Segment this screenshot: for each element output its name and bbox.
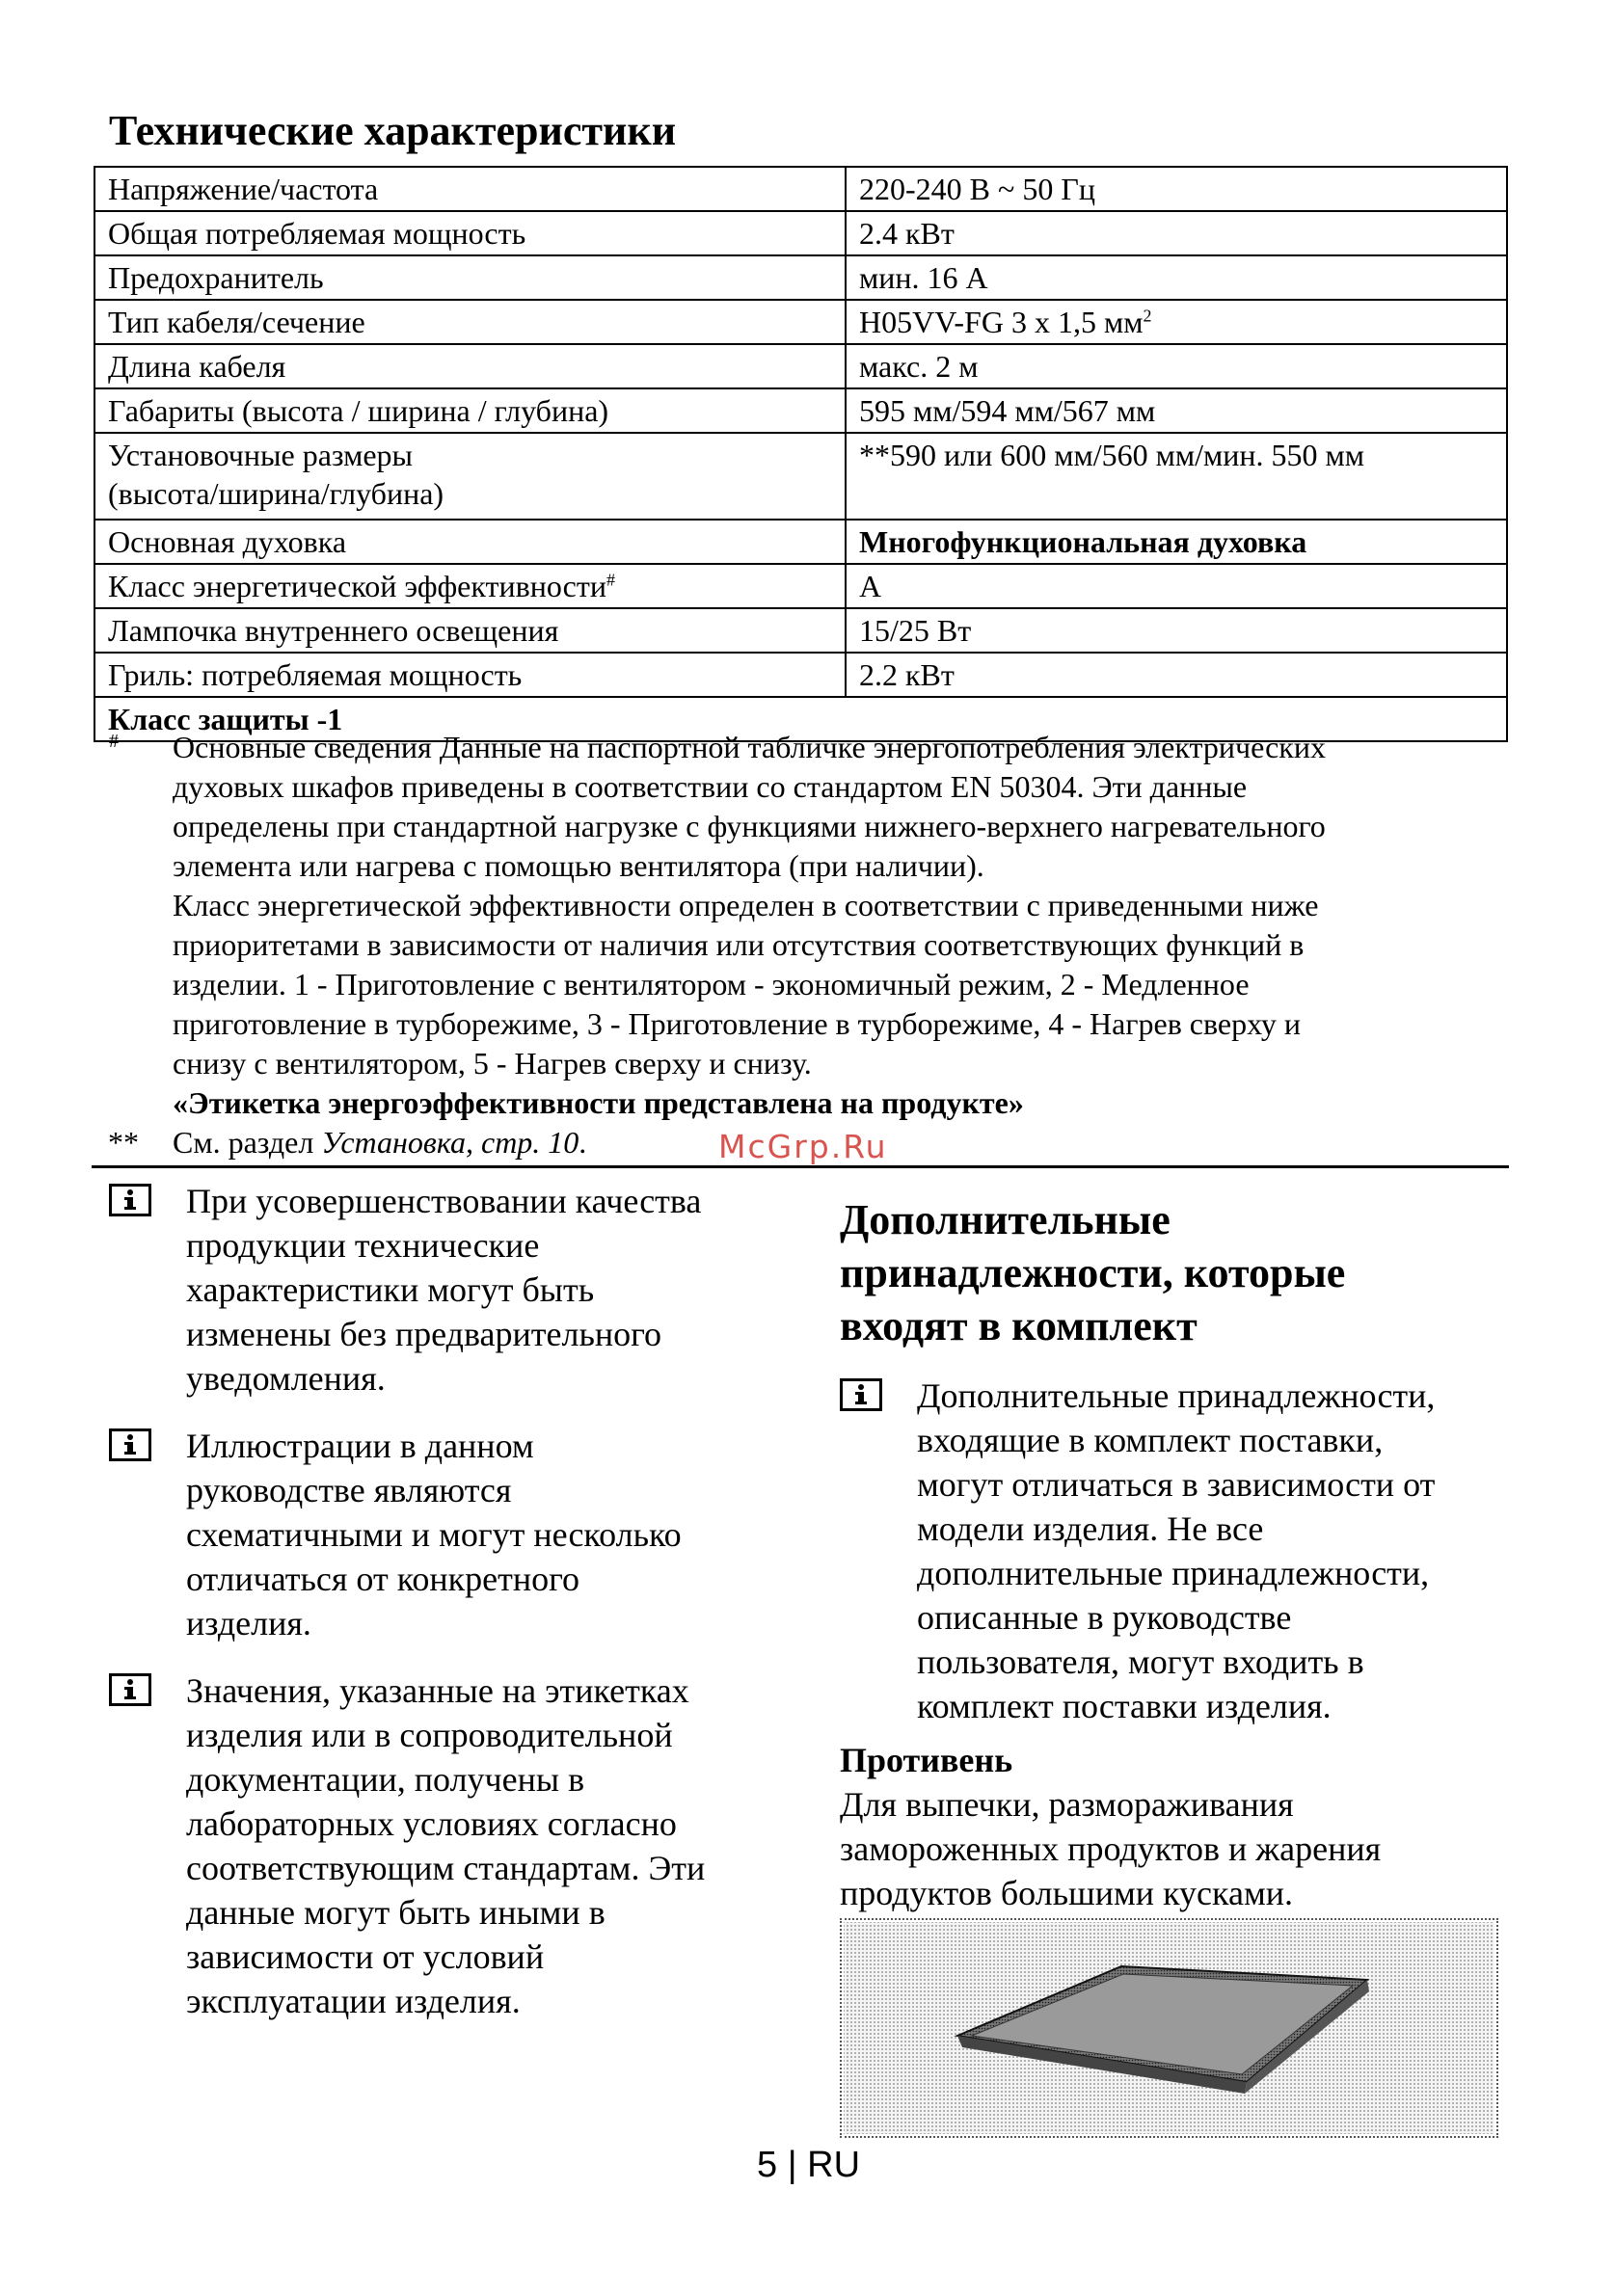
spec-value: A bbox=[846, 564, 1507, 608]
info-icon bbox=[109, 1184, 151, 1216]
footnote-line: духовых шкафов приведены в соответствии со стандартом EN 50304. Эти данные bbox=[173, 769, 1248, 804]
note-line: соответствующим стандартам. Эти bbox=[186, 1849, 706, 1887]
right-column bbox=[840, 1193, 1515, 1915]
spec-value: макс. 2 м bbox=[846, 344, 1507, 388]
note-line: могут отличаться в зависимости от bbox=[917, 1465, 1436, 1504]
page-number-value: 5 bbox=[757, 2145, 778, 2185]
spec-value: 2.2 кВт bbox=[846, 653, 1507, 697]
note-line: изменены без предварительного bbox=[186, 1315, 661, 1353]
note-line: продукции технические bbox=[186, 1226, 540, 1265]
table-row bbox=[94, 564, 1507, 608]
spec-value: 2.4 кВт bbox=[846, 211, 1507, 255]
energy-label-note: «Этикетка энергоэффективности представлена на продукте» bbox=[173, 1085, 1024, 1120]
divider bbox=[92, 1165, 1509, 1168]
note-line: входящие в комплект поставки, bbox=[917, 1421, 1384, 1459]
info-note bbox=[94, 1669, 788, 2023]
spec-label: Основная духовка bbox=[94, 520, 846, 564]
tray-description-line: замороженных продуктов и жарения bbox=[840, 1829, 1382, 1868]
table-row bbox=[94, 300, 1507, 344]
spec-value: 15/25 Вт bbox=[846, 608, 1507, 653]
spec-label bbox=[94, 433, 846, 520]
tray-description-line: Для выпечки, размораживания bbox=[840, 1785, 1294, 1824]
note-line: документации, получены в bbox=[186, 1760, 585, 1799]
baking-tray-image bbox=[842, 1920, 1496, 2136]
tray-illustration bbox=[840, 1918, 1498, 2138]
page-title: Технические характеристики bbox=[109, 107, 677, 154]
footnote-text: См. раздел bbox=[173, 1125, 322, 1160]
note-line: модели изделия. Не все bbox=[917, 1509, 1264, 1548]
table-row bbox=[94, 255, 1507, 300]
note-line: лабораторных условиях согласно bbox=[186, 1804, 677, 1843]
note-line: Значения, указанные на этикетках bbox=[186, 1671, 689, 1710]
footnote-hash bbox=[94, 728, 1501, 1123]
note-line: Иллюстрации в данном bbox=[186, 1427, 534, 1465]
heading-line: Дополнительные bbox=[840, 1196, 1171, 1243]
tray-description-line: продуктов большими кусками. bbox=[840, 1874, 1294, 1912]
page-number bbox=[757, 2145, 860, 2186]
spec-label: Класс защиты -1 bbox=[94, 697, 1507, 741]
specs-table bbox=[94, 166, 1508, 742]
footnote-line: Основные сведения Данные на паспортной табличке энергопотребления электрических bbox=[173, 730, 1326, 764]
note-line: эксплуатации изделия. bbox=[186, 1982, 521, 2020]
note-line: описанные в руководстве bbox=[917, 1598, 1292, 1637]
spec-value: 595 мм/594 мм/567 мм bbox=[846, 388, 1507, 433]
watermark: McGrp.Ru bbox=[718, 1128, 888, 1165]
info-icon bbox=[109, 1428, 151, 1461]
heading-line: входят в комплект bbox=[840, 1302, 1198, 1349]
note-line: руководстве являются bbox=[186, 1471, 512, 1509]
table-row bbox=[94, 433, 1507, 520]
spec-label: Габариты (высота / ширина / глубина) bbox=[94, 388, 846, 433]
spec-label: Напряжение/частота bbox=[94, 167, 846, 211]
page-separator: | bbox=[787, 2145, 797, 2185]
spec-label: Длина кабеля bbox=[94, 344, 846, 388]
spec-value-text: H05VV-FG 3 x 1,5 мм bbox=[859, 305, 1144, 339]
footnote-line: изделии. 1 - Приготовление с вентилятором - экономичный режим, 2 - Медленное bbox=[173, 967, 1250, 1001]
tray-title: Противень bbox=[840, 1741, 1013, 1779]
heading-line: принадлежности, которые bbox=[840, 1249, 1346, 1296]
footnote-mark: # bbox=[109, 731, 119, 752]
spec-label-text: Класс энергетической эффективности bbox=[108, 569, 606, 603]
note-line: характеристики могут быть bbox=[186, 1270, 595, 1309]
info-icon bbox=[840, 1378, 882, 1411]
footnote-line: определены при стандартной нагрузке с функциями нижнего-верхнего нагревательного bbox=[173, 809, 1326, 843]
page-language: RU bbox=[807, 2145, 861, 2185]
footnote-line: элемента или нагрева с помощью вентилятора (при наличии). bbox=[173, 848, 984, 883]
spec-label bbox=[94, 564, 846, 608]
accessories-heading bbox=[840, 1193, 1515, 1352]
table-row bbox=[94, 520, 1507, 564]
spec-value: **590 или 600 мм/560 мм/мин. 550 мм bbox=[846, 433, 1507, 520]
table-row bbox=[94, 211, 1507, 255]
note-line: схематичными и могут несколько bbox=[186, 1515, 682, 1554]
superscript: 2 bbox=[1143, 306, 1152, 326]
info-icon bbox=[109, 1673, 151, 1706]
spec-value: мин. 16 А bbox=[846, 255, 1507, 300]
table-row bbox=[94, 344, 1507, 388]
installation-reference: Установка, стр. 10 bbox=[321, 1125, 579, 1160]
footnotes bbox=[94, 728, 1501, 1162]
note-line: комплект поставки изделия. bbox=[917, 1687, 1332, 1725]
note-line: изделия или в сопроводительной bbox=[186, 1716, 673, 1754]
note-line: При усовершенствовании качества bbox=[186, 1182, 702, 1220]
spec-label-line: (высота/ширина/глубина) bbox=[108, 476, 444, 511]
footnote-line: приготовление в турборежиме, 3 - Приготовление в турборежиме, 4 - Нагрев сверху и bbox=[173, 1006, 1302, 1041]
table-row bbox=[94, 608, 1507, 653]
note-line: пользователя, могут входить в bbox=[917, 1642, 1364, 1681]
info-note bbox=[840, 1374, 1515, 1728]
note-line: данные могут быть иными в bbox=[186, 1893, 606, 1932]
note-line: отличаться от конкретного bbox=[186, 1560, 579, 1598]
spec-label: Гриль: потребляемая мощность bbox=[94, 653, 846, 697]
table-row bbox=[94, 388, 1507, 433]
spec-label: Лампочка внутреннего освещения bbox=[94, 608, 846, 653]
spec-label: Общая потребляемая мощность bbox=[94, 211, 846, 255]
note-line: изделия. bbox=[186, 1604, 311, 1642]
note-line: зависимости от условий bbox=[186, 1937, 545, 1976]
spec-label-line: Установочные размеры bbox=[108, 438, 414, 472]
table-row bbox=[94, 653, 1507, 697]
spec-label: Предохранитель bbox=[94, 255, 846, 300]
spec-value: Многофункциональная духовка bbox=[846, 520, 1507, 564]
spec-value: 220-240 В ~ 50 Гц bbox=[846, 167, 1507, 211]
note-line: Дополнительные принадлежности, bbox=[917, 1376, 1436, 1415]
left-column bbox=[94, 1179, 788, 2046]
info-note bbox=[94, 1179, 788, 1401]
note-line: уведомления. bbox=[186, 1359, 386, 1398]
info-note bbox=[94, 1424, 788, 1645]
footnote-line: приоритетами в зависимости от наличия или отсутствия соответствующих функций в bbox=[173, 927, 1305, 962]
footnote-mark: ** bbox=[108, 1125, 139, 1160]
footnote-text: . bbox=[579, 1125, 587, 1160]
spec-value bbox=[846, 300, 1507, 344]
superscript: # bbox=[606, 570, 615, 590]
footnote-line: Класс энергетической эффективности определен в соответствии с приведенными ниже bbox=[173, 888, 1319, 922]
note-line: дополнительные принадлежности, bbox=[917, 1554, 1430, 1592]
table-row bbox=[94, 167, 1507, 211]
spec-label: Тип кабеля/сечение bbox=[94, 300, 846, 344]
footnote-line: снизу с вентилятором, 5 - Нагрев сверху и снизу. bbox=[173, 1046, 812, 1081]
